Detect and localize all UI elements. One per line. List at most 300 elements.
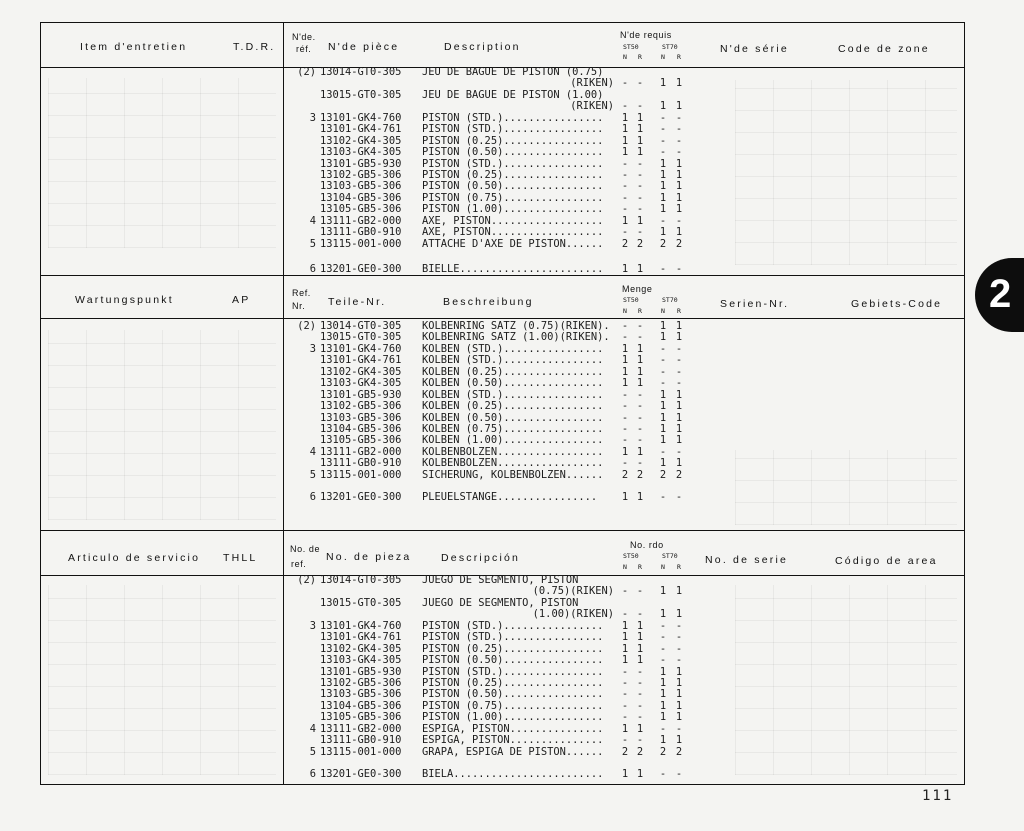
part-description: PISTON (0.75)................ <box>422 192 604 204</box>
quantity-cell: 1 <box>675 331 683 344</box>
quantity-cell: - <box>659 123 667 136</box>
part-no: 13103-GK4-305 <box>320 654 402 667</box>
table-row <box>286 147 690 158</box>
ref-no-header: N'de. <box>292 32 316 42</box>
quantity-cell: 1 <box>659 203 667 216</box>
quantity-header: N'de requis <box>620 30 672 40</box>
quantity-cell: 1 <box>636 767 644 780</box>
quantity-cell: - <box>675 445 683 458</box>
quantity-cell: 1 <box>621 123 629 136</box>
quantity-cell: - <box>636 411 644 424</box>
model-header: ST70 <box>662 552 678 560</box>
part-no: 13102-GK4-305 <box>320 365 402 378</box>
ref-no <box>286 78 316 89</box>
quantity-cell: - <box>675 631 683 644</box>
part-no: 13104-GB5-306 <box>320 422 402 435</box>
quantity-cell: - <box>636 676 644 689</box>
part-description: PISTON (0.25)................ <box>422 677 604 689</box>
part-no: 13014-GT0-305 <box>320 574 402 586</box>
part-description: PISTON (0.25)................ <box>422 643 604 655</box>
quantity-cell: 1 <box>636 490 644 503</box>
quantity-cell: - <box>675 111 683 124</box>
part-description: BIELLE....................... <box>422 263 604 275</box>
quantity-group <box>614 712 690 723</box>
quantity-cell: 2 <box>659 468 667 481</box>
quantity-group <box>614 124 690 135</box>
variant-header: N <box>623 307 627 315</box>
part-description: KOLBEN (STD.)................ <box>422 389 604 401</box>
part-description: ATTACHE D'AXE DE PISTON...... <box>422 238 604 250</box>
ref-no <box>286 701 316 712</box>
ref-no: (2) <box>297 574 316 586</box>
quantity-cell: - <box>621 608 629 621</box>
table-row <box>286 378 690 389</box>
section-spanish <box>0 530 1024 785</box>
quantity-cell: - <box>621 400 629 413</box>
quantity-cell: - <box>621 331 629 344</box>
table-row <box>286 492 690 503</box>
model-header: ST50 <box>623 43 639 51</box>
quantity-cell: 1 <box>659 411 667 424</box>
quantity-group <box>614 401 690 412</box>
quantity-cell: 1 <box>636 654 644 667</box>
part-no: 13111-GB0-910 <box>320 457 402 470</box>
description-header: Description <box>444 41 521 53</box>
quantity-cell: 1 <box>659 608 667 621</box>
quantity-cell: - <box>659 445 667 458</box>
table-row <box>286 401 690 412</box>
model-header: ST70 <box>662 296 678 304</box>
table-row <box>286 204 690 215</box>
quantity-cell: - <box>621 320 629 332</box>
quantity-cell: 2 <box>636 237 644 250</box>
quantity-cell: - <box>636 77 644 90</box>
part-no: 13102-GK4-305 <box>320 642 402 655</box>
quantity-cell: 1 <box>659 676 667 689</box>
quantity-cell: - <box>675 262 683 275</box>
quantity-cell: - <box>636 157 644 170</box>
ref-no <box>286 355 316 366</box>
table-row <box>286 67 690 78</box>
ref-no <box>286 424 316 435</box>
quantity-cell: 1 <box>621 642 629 655</box>
quantity-cell: - <box>636 168 644 181</box>
quantity-cell: - <box>621 699 629 712</box>
table-row <box>286 598 690 609</box>
quantity-cell: 1 <box>636 262 644 275</box>
quantity-cell: 2 <box>675 237 683 250</box>
quantity-cell: 1 <box>636 365 644 378</box>
quantity-cell: 1 <box>675 585 683 598</box>
quantity-cell: - <box>675 767 683 780</box>
part-description: PISTON (STD.)................ <box>422 620 604 632</box>
quantity-cell: 2 <box>621 237 629 250</box>
quantity-group <box>614 239 690 250</box>
part-description: PISTON (0.50)................ <box>422 147 604 159</box>
quantity-cell: - <box>636 180 644 193</box>
part-no: 13111-GB2-000 <box>320 445 402 458</box>
quantity-group <box>614 492 690 503</box>
quantity-cell: - <box>675 365 683 378</box>
quantity-group <box>614 735 690 746</box>
part-no: 13115-001-000 <box>320 468 402 481</box>
quantity-cell: 1 <box>659 331 667 344</box>
quantity-cell: 1 <box>675 388 683 401</box>
quantity-cell: 1 <box>621 722 629 735</box>
table-row <box>286 575 690 586</box>
ref-no <box>286 147 316 158</box>
quantity-cell: - <box>621 168 629 181</box>
description-header: Descripción <box>441 552 521 564</box>
ref-no <box>286 90 316 101</box>
quantity-group <box>614 227 690 238</box>
ref-no <box>286 378 316 389</box>
variant-header: N <box>623 563 627 571</box>
ref-no: 3 <box>309 619 316 632</box>
part-description: KOLBEN (0.50)................ <box>422 378 604 390</box>
quantity-cell: 1 <box>675 157 683 170</box>
quantity-cell: 1 <box>621 767 629 780</box>
quantity-cell: 2 <box>621 745 629 758</box>
quantity-cell: - <box>636 688 644 701</box>
ref-no: 3 <box>309 342 316 355</box>
quantity-cell: - <box>636 203 644 216</box>
part-description: JUEGO DE SEGMENTO, PISTON <box>422 597 579 609</box>
ref-no <box>286 401 316 412</box>
part-no: 13104-GB5-306 <box>320 191 402 204</box>
quantity-cell: 1 <box>675 676 683 689</box>
part-description: KOLBENRING SATZ (1.00)(RIKEN). <box>422 332 610 344</box>
part-description: PISTON (0.50)................ <box>422 689 604 701</box>
variant-header: R <box>677 563 681 571</box>
ref-no <box>286 735 316 746</box>
part-description: BIELA........................ <box>422 768 604 780</box>
quantity-cell: 1 <box>675 665 683 678</box>
quantity-cell: - <box>659 146 667 159</box>
quantity-cell: - <box>659 619 667 632</box>
quantity-cell: - <box>621 77 629 90</box>
quantity-cell: - <box>659 722 667 735</box>
ref-no <box>286 667 316 678</box>
quantity-cell: 1 <box>659 180 667 193</box>
quantity-cell: 1 <box>636 642 644 655</box>
ref-no: (2) <box>297 66 316 78</box>
part-description: PISTON (STD.)................ <box>422 666 604 678</box>
quantity-cell: - <box>621 422 629 435</box>
quantity-cell: - <box>636 665 644 678</box>
ref-no <box>286 458 316 469</box>
quantity-group <box>614 747 690 758</box>
part-no: 13102-GB5-306 <box>320 168 402 181</box>
quantity-cell: - <box>675 377 683 390</box>
ref-no: (2) <box>297 320 316 332</box>
quantity-cell: 1 <box>636 445 644 458</box>
quantity-group <box>614 632 690 643</box>
part-no: 13101-GK4-760 <box>320 111 402 124</box>
quantity-cell: - <box>621 457 629 470</box>
quantity-cell: 1 <box>621 377 629 390</box>
quantity-cell: 1 <box>659 226 667 239</box>
variant-header: R <box>677 53 681 61</box>
quantity-cell: 1 <box>621 146 629 159</box>
quantity-cell: - <box>659 490 667 503</box>
service-code-header: THLL <box>223 552 258 564</box>
quantity-cell: 1 <box>675 608 683 621</box>
ref-no <box>286 598 316 609</box>
ref-no <box>286 159 316 170</box>
table-row <box>286 124 690 135</box>
part-no-header: No. de pieza <box>326 551 412 563</box>
quantity-cell: 1 <box>636 146 644 159</box>
quantity-cell: - <box>621 411 629 424</box>
quantity-cell: 1 <box>636 354 644 367</box>
table-row <box>286 769 690 780</box>
part-description: KOLBENBOLZEN................. <box>422 458 604 470</box>
part-description: (1.00)(RIKEN) <box>532 609 614 621</box>
quantity-cell: 1 <box>659 699 667 712</box>
quantity-cell: - <box>621 157 629 170</box>
ref-no <box>286 644 316 655</box>
ref-no-header: Nr. <box>292 301 306 311</box>
part-no: 13102-GB5-306 <box>320 400 402 413</box>
quantity-cell: 1 <box>675 168 683 181</box>
quantity-cell: 1 <box>659 434 667 447</box>
ref-no <box>286 678 316 689</box>
quantity-cell: - <box>621 665 629 678</box>
part-no: 13014-GT0-305 <box>320 66 402 78</box>
quantity-cell: - <box>621 688 629 701</box>
part-no-header: Teile-Nr. <box>328 296 387 308</box>
quantity-cell: - <box>675 214 683 227</box>
part-description: PISTON (STD.)................ <box>422 158 604 170</box>
ref-no: 5 <box>309 237 316 250</box>
part-no: 13104-GB5-306 <box>320 699 402 712</box>
table-row <box>286 655 690 666</box>
part-no: 13103-GK4-305 <box>320 146 402 159</box>
part-no: 13105-GB5-306 <box>320 434 402 447</box>
quantity-cell: 2 <box>621 468 629 481</box>
part-no: 13111-GB0-910 <box>320 734 402 747</box>
ref-no-header: ref. <box>291 559 307 569</box>
ref-no: 3 <box>309 111 316 124</box>
parts-rows <box>286 67 690 275</box>
quantity-cell: 1 <box>659 457 667 470</box>
quantity-group <box>614 204 690 215</box>
quantity-cell: 1 <box>636 111 644 124</box>
chapter-tab-number: 2 <box>989 272 1012 316</box>
quantity-cell: - <box>659 654 667 667</box>
quantity-group <box>614 147 690 158</box>
variant-header: N <box>661 563 665 571</box>
part-description: JEU DE BAGUE DE PISTON (0.75) <box>422 67 604 78</box>
quantity-cell: 1 <box>659 388 667 401</box>
quantity-group <box>614 78 690 89</box>
part-no: 13101-GK4-761 <box>320 631 402 644</box>
quantity-cell: - <box>621 734 629 747</box>
ref-no-header: réf. <box>296 44 312 54</box>
part-no: 13201-GE0-300 <box>320 262 402 275</box>
quantity-cell: 1 <box>636 214 644 227</box>
area-code-header: Código de area <box>835 555 938 567</box>
part-no: 13201-GE0-300 <box>320 490 402 503</box>
variant-header: R <box>638 307 642 315</box>
part-no: 13111-GB2-000 <box>320 214 402 227</box>
quantity-cell: 1 <box>621 134 629 147</box>
quantity-cell: 1 <box>636 631 644 644</box>
quantity-group <box>614 769 690 780</box>
variant-header: R <box>638 53 642 61</box>
parts-rows <box>286 321 690 503</box>
ref-no <box>286 193 316 204</box>
quantity-cell: - <box>621 711 629 724</box>
serial-no-header: N'de série <box>720 43 789 55</box>
quantity-cell: - <box>621 203 629 216</box>
variant-header: N <box>661 53 665 61</box>
quantity-cell: 1 <box>675 180 683 193</box>
ref-no: 4 <box>309 722 316 735</box>
table-row <box>286 735 690 746</box>
service-item-header: Wartungspunkt <box>75 294 174 306</box>
quantity-cell: 1 <box>636 134 644 147</box>
quantity-cell: - <box>636 608 644 621</box>
quantity-cell: - <box>675 619 683 632</box>
part-description: SICHERUNG, KOLBENBOLZEN...... <box>422 469 604 481</box>
quantity-cell: - <box>675 722 683 735</box>
ref-no <box>286 689 316 700</box>
variant-header: R <box>677 307 681 315</box>
table-row <box>286 470 690 481</box>
quantity-cell: 2 <box>636 745 644 758</box>
quantity-cell: 2 <box>636 468 644 481</box>
part-description: KOLBEN (STD.)................ <box>422 355 604 367</box>
quantity-cell: 1 <box>621 262 629 275</box>
quantity-cell: - <box>636 191 644 204</box>
quantity-cell: 1 <box>621 214 629 227</box>
quantity-cell: - <box>675 146 683 159</box>
part-no: 13101-GB5-930 <box>320 157 402 170</box>
part-no: 13015-GT0-305 <box>320 596 402 609</box>
quantity-cell: - <box>659 354 667 367</box>
quantity-cell: 1 <box>675 688 683 701</box>
table-row <box>286 747 690 758</box>
quantity-cell: - <box>659 642 667 655</box>
quantity-cell: - <box>621 180 629 193</box>
part-description: KOLBEN (0.25)................ <box>422 366 604 378</box>
description-header: Beschreibung <box>443 296 534 308</box>
part-no: 13015-GT0-305 <box>320 88 402 101</box>
quantity-cell: 1 <box>675 226 683 239</box>
part-description: KOLBENRING SATZ (0.75)(RIKEN). <box>422 321 610 332</box>
ref-no <box>286 170 316 181</box>
quantity-cell: 1 <box>621 619 629 632</box>
ref-no <box>286 227 316 238</box>
part-no: 13101-GB5-930 <box>320 388 402 401</box>
quantity-cell: 1 <box>675 457 683 470</box>
quantity-cell: - <box>636 331 644 344</box>
quantity-cell: 1 <box>659 157 667 170</box>
variant-header: R <box>638 563 642 571</box>
ref-no: 5 <box>309 468 316 481</box>
table-row <box>286 712 690 723</box>
quantity-cell: - <box>636 422 644 435</box>
part-no-header: N'de pièce <box>328 41 400 53</box>
quantity-cell: - <box>621 585 629 598</box>
part-no: 13101-GK4-761 <box>320 354 402 367</box>
part-description: PISTON (1.00)................ <box>422 204 604 216</box>
quantity-cell: - <box>659 377 667 390</box>
page-number: 111 <box>922 788 954 804</box>
quantity-cell: - <box>675 490 683 503</box>
table-row <box>286 632 690 643</box>
quantity-cell: - <box>675 123 683 136</box>
ref-no: 6 <box>309 490 316 503</box>
quantity-cell: 1 <box>659 191 667 204</box>
quantity-cell: - <box>659 214 667 227</box>
quantity-cell: 1 <box>659 168 667 181</box>
ref-no <box>286 136 316 147</box>
part-no: 13103-GB5-306 <box>320 180 402 193</box>
quantity-group <box>614 586 690 597</box>
table-row <box>286 90 690 101</box>
quantity-cell: 1 <box>675 734 683 747</box>
part-description: PISTON (0.25)................ <box>422 135 604 147</box>
quantity-cell: 2 <box>675 745 683 758</box>
ref-no <box>286 632 316 643</box>
part-no: 13111-GB0-910 <box>320 226 402 239</box>
part-description: (0.75)(RIKEN) <box>532 586 614 598</box>
part-description: KOLBENBOLZEN................. <box>422 446 604 458</box>
model-header: ST50 <box>623 552 639 560</box>
quantity-header: No. rdo <box>630 540 664 550</box>
section-french <box>0 22 1024 275</box>
quantity-cell: 1 <box>675 400 683 413</box>
part-description: PLEUELSTANGE................ <box>422 491 598 503</box>
part-no: 13101-GK4-761 <box>320 123 402 136</box>
quantity-cell: 1 <box>621 631 629 644</box>
table-row <box>286 227 690 238</box>
quantity-cell: 1 <box>636 619 644 632</box>
quantity-cell: 2 <box>675 468 683 481</box>
quantity-cell: - <box>621 388 629 401</box>
quantity-cell: - <box>636 699 644 712</box>
part-description: AXE, PISTON.................. <box>422 215 604 227</box>
quantity-cell: 1 <box>675 411 683 424</box>
quantity-cell: - <box>659 262 667 275</box>
quantity-cell: 1 <box>659 77 667 90</box>
quantity-cell: - <box>675 134 683 147</box>
variant-header: N <box>623 53 627 61</box>
quantity-group <box>614 264 690 275</box>
part-no: 13102-GB5-306 <box>320 676 402 689</box>
part-no: 13101-GB5-930 <box>320 665 402 678</box>
quantity-cell: 1 <box>621 445 629 458</box>
part-description: JEU DE BAGUE DE PISTON (1.00) <box>422 89 604 101</box>
part-no: 13201-GE0-300 <box>320 767 402 780</box>
quantity-cell: - <box>675 342 683 355</box>
ref-no: 5 <box>309 745 316 758</box>
part-description: GRAPA, ESPIGA DE PISTON...... <box>422 746 604 758</box>
quantity-cell: 1 <box>659 665 667 678</box>
service-code-header: AP <box>232 294 251 306</box>
part-description: KOLBEN (0.25)................ <box>422 401 604 413</box>
part-no: 13103-GB5-306 <box>320 688 402 701</box>
part-no: 13115-001-000 <box>320 237 402 250</box>
quantity-cell: 1 <box>636 342 644 355</box>
part-description: PISTON (0.25)................ <box>422 169 604 181</box>
quantity-cell: - <box>659 342 667 355</box>
service-code-header: T.D.R. <box>233 41 276 53</box>
quantity-cell: 1 <box>659 422 667 435</box>
